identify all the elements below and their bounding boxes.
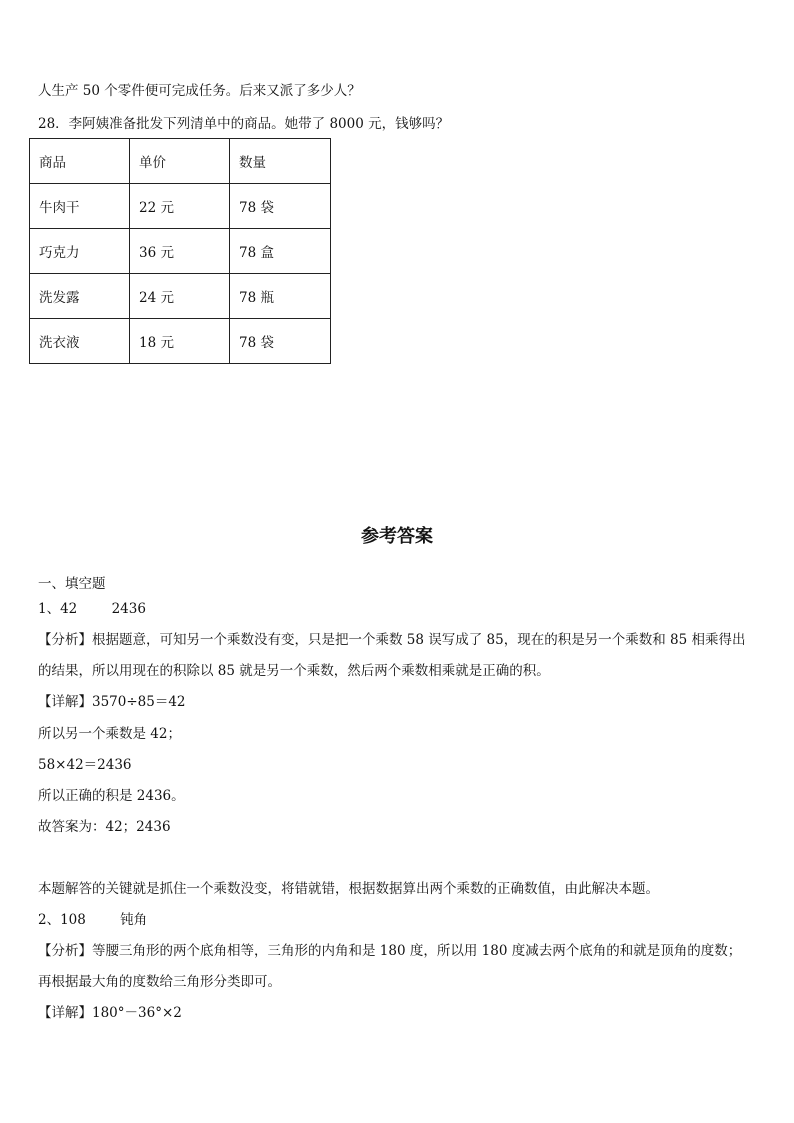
answer-1-analysis: 【分析】根据题意，可知另一个乘数没有变，只是把一个乘数 58 误写成了 85，现在的积是另一个乘数和 85 相乘得出: [38, 632, 746, 648]
table-cell: 78 瓶: [230, 274, 331, 319]
answer-1-conclusion: 故答案为：42；2436: [38, 819, 171, 835]
table-cell: 巧克力: [30, 229, 130, 274]
answer-2-analysis: 【分析】等腰三角形的两个底角相等，三角形的内角和是 180 度，所以用 180 度减去两个底角的和就是顶角的度数；: [38, 943, 742, 959]
answers-title: 参考答案: [361, 526, 433, 547]
question-28-text: 28．李阿姨准备批发下列清单中的商品。她带了 8000 元，钱够吗？: [38, 116, 450, 132]
table-cell: 18 元: [130, 319, 230, 364]
answer-1-line: 58×42＝2436: [38, 757, 132, 773]
answer-2-analysis-cont: 再根据最大角的度数给三角形分类即可。: [38, 974, 281, 990]
table-row: [30, 319, 331, 364]
answer-1-line: 所以正确的积是 2436。: [38, 788, 185, 804]
table-cell: 牛肉干: [30, 184, 130, 229]
answer-1-note: 本题解答的关键就是抓住一个乘数没变，将错就错，根据数据算出两个乘数的正确数值，由此解决本题。: [38, 881, 659, 897]
answer-2-detail: 【详解】180°－36°×2: [38, 1005, 182, 1021]
answer-1-analysis-cont: 的结果，所以用现在的积除以 85 就是另一个乘数，然后两个乘数相乘就是正确的积。: [38, 663, 550, 679]
table-cell: 24 元: [130, 274, 230, 319]
table-cell: 22 元: [130, 184, 230, 229]
header-cell: 商品: [30, 139, 130, 184]
question-27-tail: 人生产 50 个零件便可完成任务。后来又派了多少人？: [38, 83, 361, 99]
table-header-row: [30, 139, 331, 184]
answer-1-line: 所以另一个乘数是 42；: [38, 726, 181, 742]
table-row: [30, 229, 331, 274]
table-row: [30, 184, 331, 229]
answer-1-head: 1、42 2436: [38, 601, 146, 617]
header-cell: 数量: [230, 139, 331, 184]
table-cell: 78 袋: [230, 184, 331, 229]
section-heading: 一、填空题: [38, 576, 106, 592]
table-cell: 洗衣液: [30, 319, 130, 364]
header-cell: 单价: [130, 139, 230, 184]
table-row: [30, 274, 331, 319]
answer-2-head: 2、108 钝角: [38, 912, 148, 928]
table-cell: 36 元: [130, 229, 230, 274]
table-cell: 78 盒: [230, 229, 331, 274]
table-cell: 洗发露: [30, 274, 130, 319]
table-cell: 78 袋: [230, 319, 331, 364]
answer-1-detail: 【详解】3570÷85＝42: [38, 694, 186, 710]
product-table: [29, 138, 331, 364]
